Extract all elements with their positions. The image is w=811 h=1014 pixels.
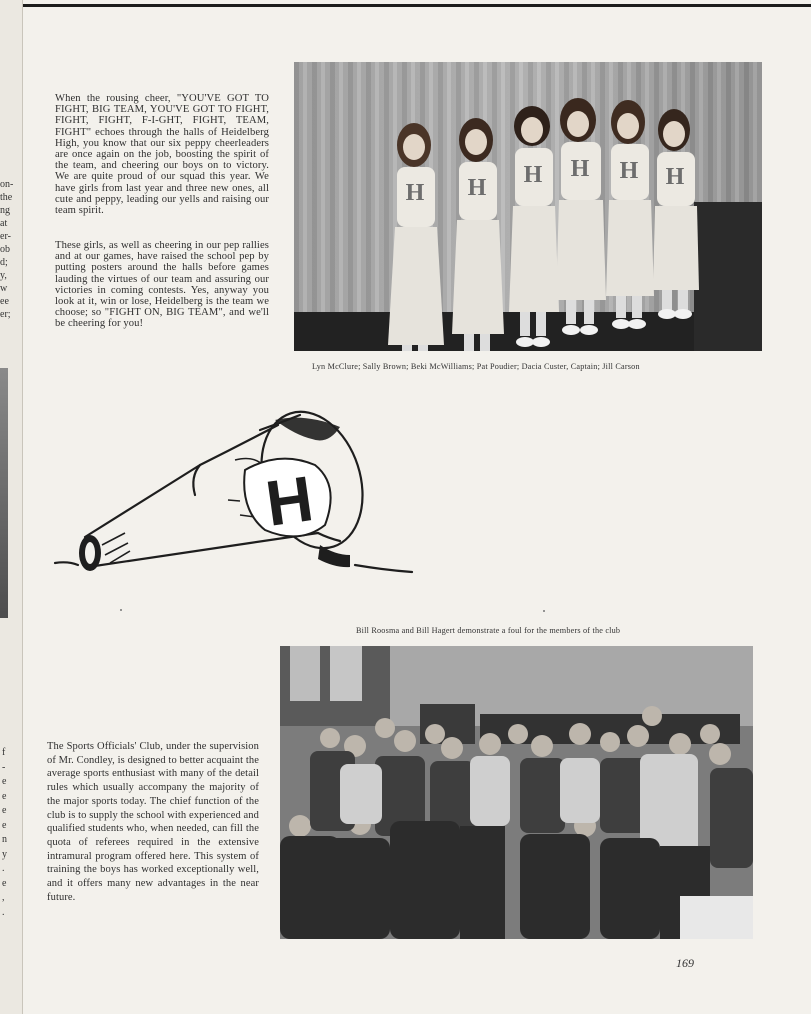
sweater-letter: H (570, 156, 590, 182)
fragment: e (2, 776, 7, 787)
fragment: ee (0, 296, 9, 307)
club-caption: Bill Roosma and Bill Hagert demonstrate a foul for the members of the club (356, 626, 621, 635)
fragment: y, (0, 270, 7, 281)
fragment: at (0, 218, 8, 229)
club-paragraph: The Sports Officials' Club, under the supervision of Mr. Condley, is designed to better acquaint the average sports enthusiast with many of the detail rules which usually accompany the majority of the major sports today. The chief function of the club is to supply the school with experienced and qualified students who, when needed, can fill the quota of referees required in the extensive intramural program offered here. This system of training the boys has worked exceptionally well, and it offers many new advantages in the near future. (47, 741, 259, 903)
speck (543, 610, 545, 612)
fragment: - (2, 761, 6, 773)
sweater-letter: H (467, 175, 487, 201)
previous-page-photo-edge (0, 368, 8, 618)
megaphone-drawing (50, 405, 420, 580)
fragment: ng (0, 205, 10, 216)
fragment: on- (0, 179, 14, 190)
speck (120, 609, 122, 611)
fragment: . (2, 906, 5, 918)
fragment: e (2, 790, 7, 802)
fragment: er- (0, 231, 11, 242)
fragment: f (2, 747, 6, 758)
sweater-letter: H (665, 164, 685, 190)
whistle-icon (318, 545, 350, 567)
club-photo (280, 646, 753, 939)
fragment: ob (0, 244, 10, 255)
page-number: 169 (676, 956, 694, 970)
cheerleaders-caption: Lyn McClure; Sally Brown; Beki McWilliams; Pat Poudier; Dacia Custer, Captain; Jill Carson (312, 362, 640, 371)
fragment: the (0, 192, 13, 203)
fragment: w (0, 283, 8, 294)
megaphone-letter: H (261, 462, 318, 540)
left-margin-fragments-bottom (2, 746, 7, 920)
fragment: er; (0, 309, 11, 320)
fragment: e (2, 819, 7, 831)
sweater-letter: H (619, 158, 639, 184)
fragment: e (2, 877, 7, 889)
cheer-paragraph-1: When the rousing cheer, "YOU'VE GOT TO FIGHT, BIG TEAM, YOU'VE GOT TO FIGHT, FIGHT, FIGHT, F-I-GHT, FIGHT, TEAM, FIGHT" echoes through the halls of Heidelberg High, you know that our six peppy cheerleaders are once again on the job, boosting the spirit of the team, and cheering our boys on to victory. We are quite proud of our squad this year. We have girls from last year and three new ones, all cute and peppy, leading our yells and raising our team spirit. (55, 93, 269, 217)
fragment: n (2, 834, 7, 845)
top-rule (0, 4, 811, 7)
left-margin-fragments-top (0, 178, 13, 321)
fragment: y (2, 848, 7, 860)
sweater-letter: H (523, 162, 543, 188)
fragment: . (2, 863, 5, 874)
fragment: d; (0, 257, 8, 268)
cheerleaders-photo (294, 62, 762, 351)
cheer-paragraph-2: These girls, as well as cheering in our pep rallies and at our games, have raised the school pep by putting posters around the halls before games lauding the virtues of our team and assuring our victories in coming contests. Yes, anyway you look at it, win or lose, Heidelberg is the team we choose; so "FIGHT ON, BIG TEAM", and we'll be cheering for you! (55, 240, 269, 330)
fragment: , (2, 892, 5, 903)
sweater-letter: H (405, 180, 425, 206)
fragment: e (2, 805, 7, 816)
